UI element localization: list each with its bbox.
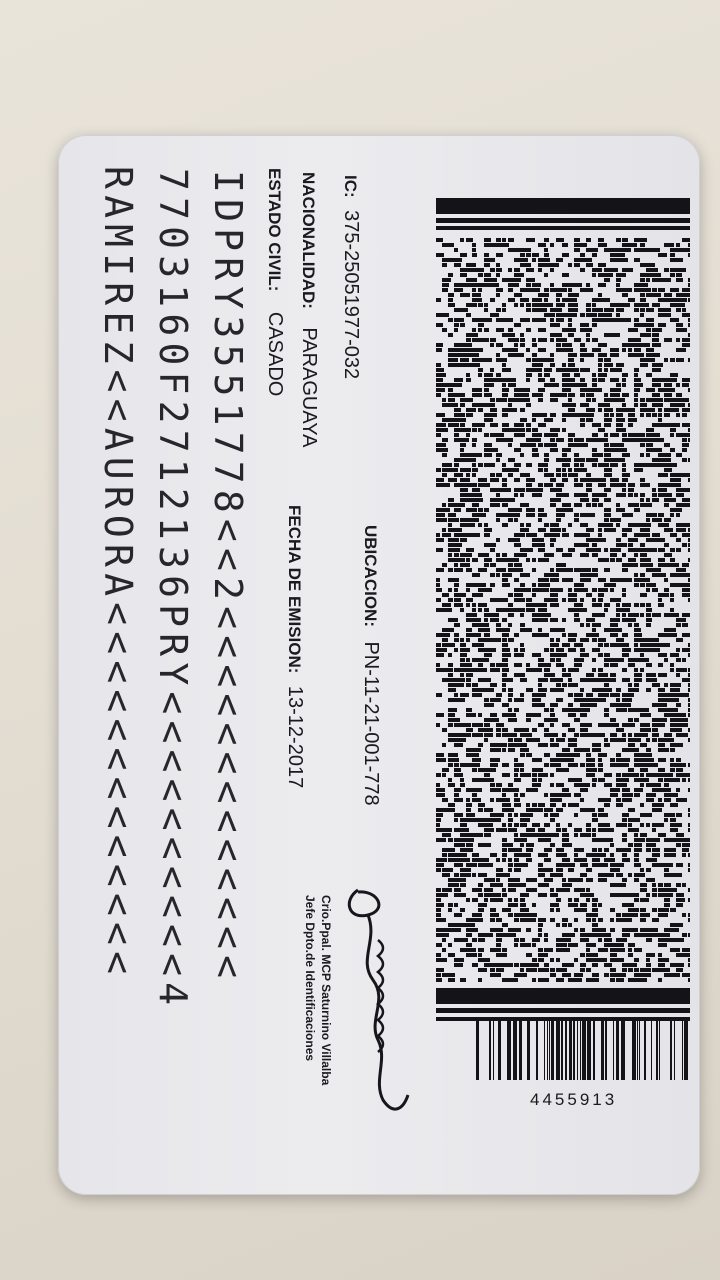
card-number: 4455913: [530, 1090, 618, 1109]
signatory-block: [302, 895, 334, 1085]
estado-civil-value: CASADO: [264, 311, 286, 397]
ic-field: [339, 175, 362, 379]
ic-label: IC:: [341, 175, 360, 198]
estado-civil-label: ESTADO CIVIL:: [265, 168, 284, 292]
ubicacion-value: PN-11-21-001-778: [360, 641, 382, 806]
ubicacion-label: UBICACION:: [361, 525, 380, 627]
ubicacion-field: [359, 525, 382, 806]
mrz-line-1: IDPRY3551778<<2<<<<<<<<<<<<<: [206, 170, 250, 985]
mrz-line-2: 7703160F2712136PRY<<<<<<<<<<4: [151, 168, 195, 1012]
mrz-line-3: RAMIREZ<<AURORA<<<<<<<<<<<<<: [96, 166, 140, 981]
signatory-line-1: Crio.Ppal. MCP Saturnino Villalba: [319, 895, 333, 1086]
fecha-emision-label: FECHA DE EMISION:: [285, 505, 304, 674]
fecha-emision-field: [283, 505, 306, 788]
signature-image: [338, 880, 420, 1130]
nacionalidad-value: PARAGUAYA: [298, 327, 320, 448]
nacionalidad-field: [297, 172, 320, 447]
pdf417-barcode: [436, 198, 690, 1032]
fecha-emision-value: 13-12-2017: [284, 685, 306, 789]
estado-civil-field: [263, 168, 286, 396]
ic-value: 375-25051977-032: [340, 210, 362, 380]
signatory-line-2: Jefe Dpto.de Identificaciones: [303, 895, 317, 1062]
nacionalidad-label: NACIONALIDAD:: [299, 172, 318, 309]
